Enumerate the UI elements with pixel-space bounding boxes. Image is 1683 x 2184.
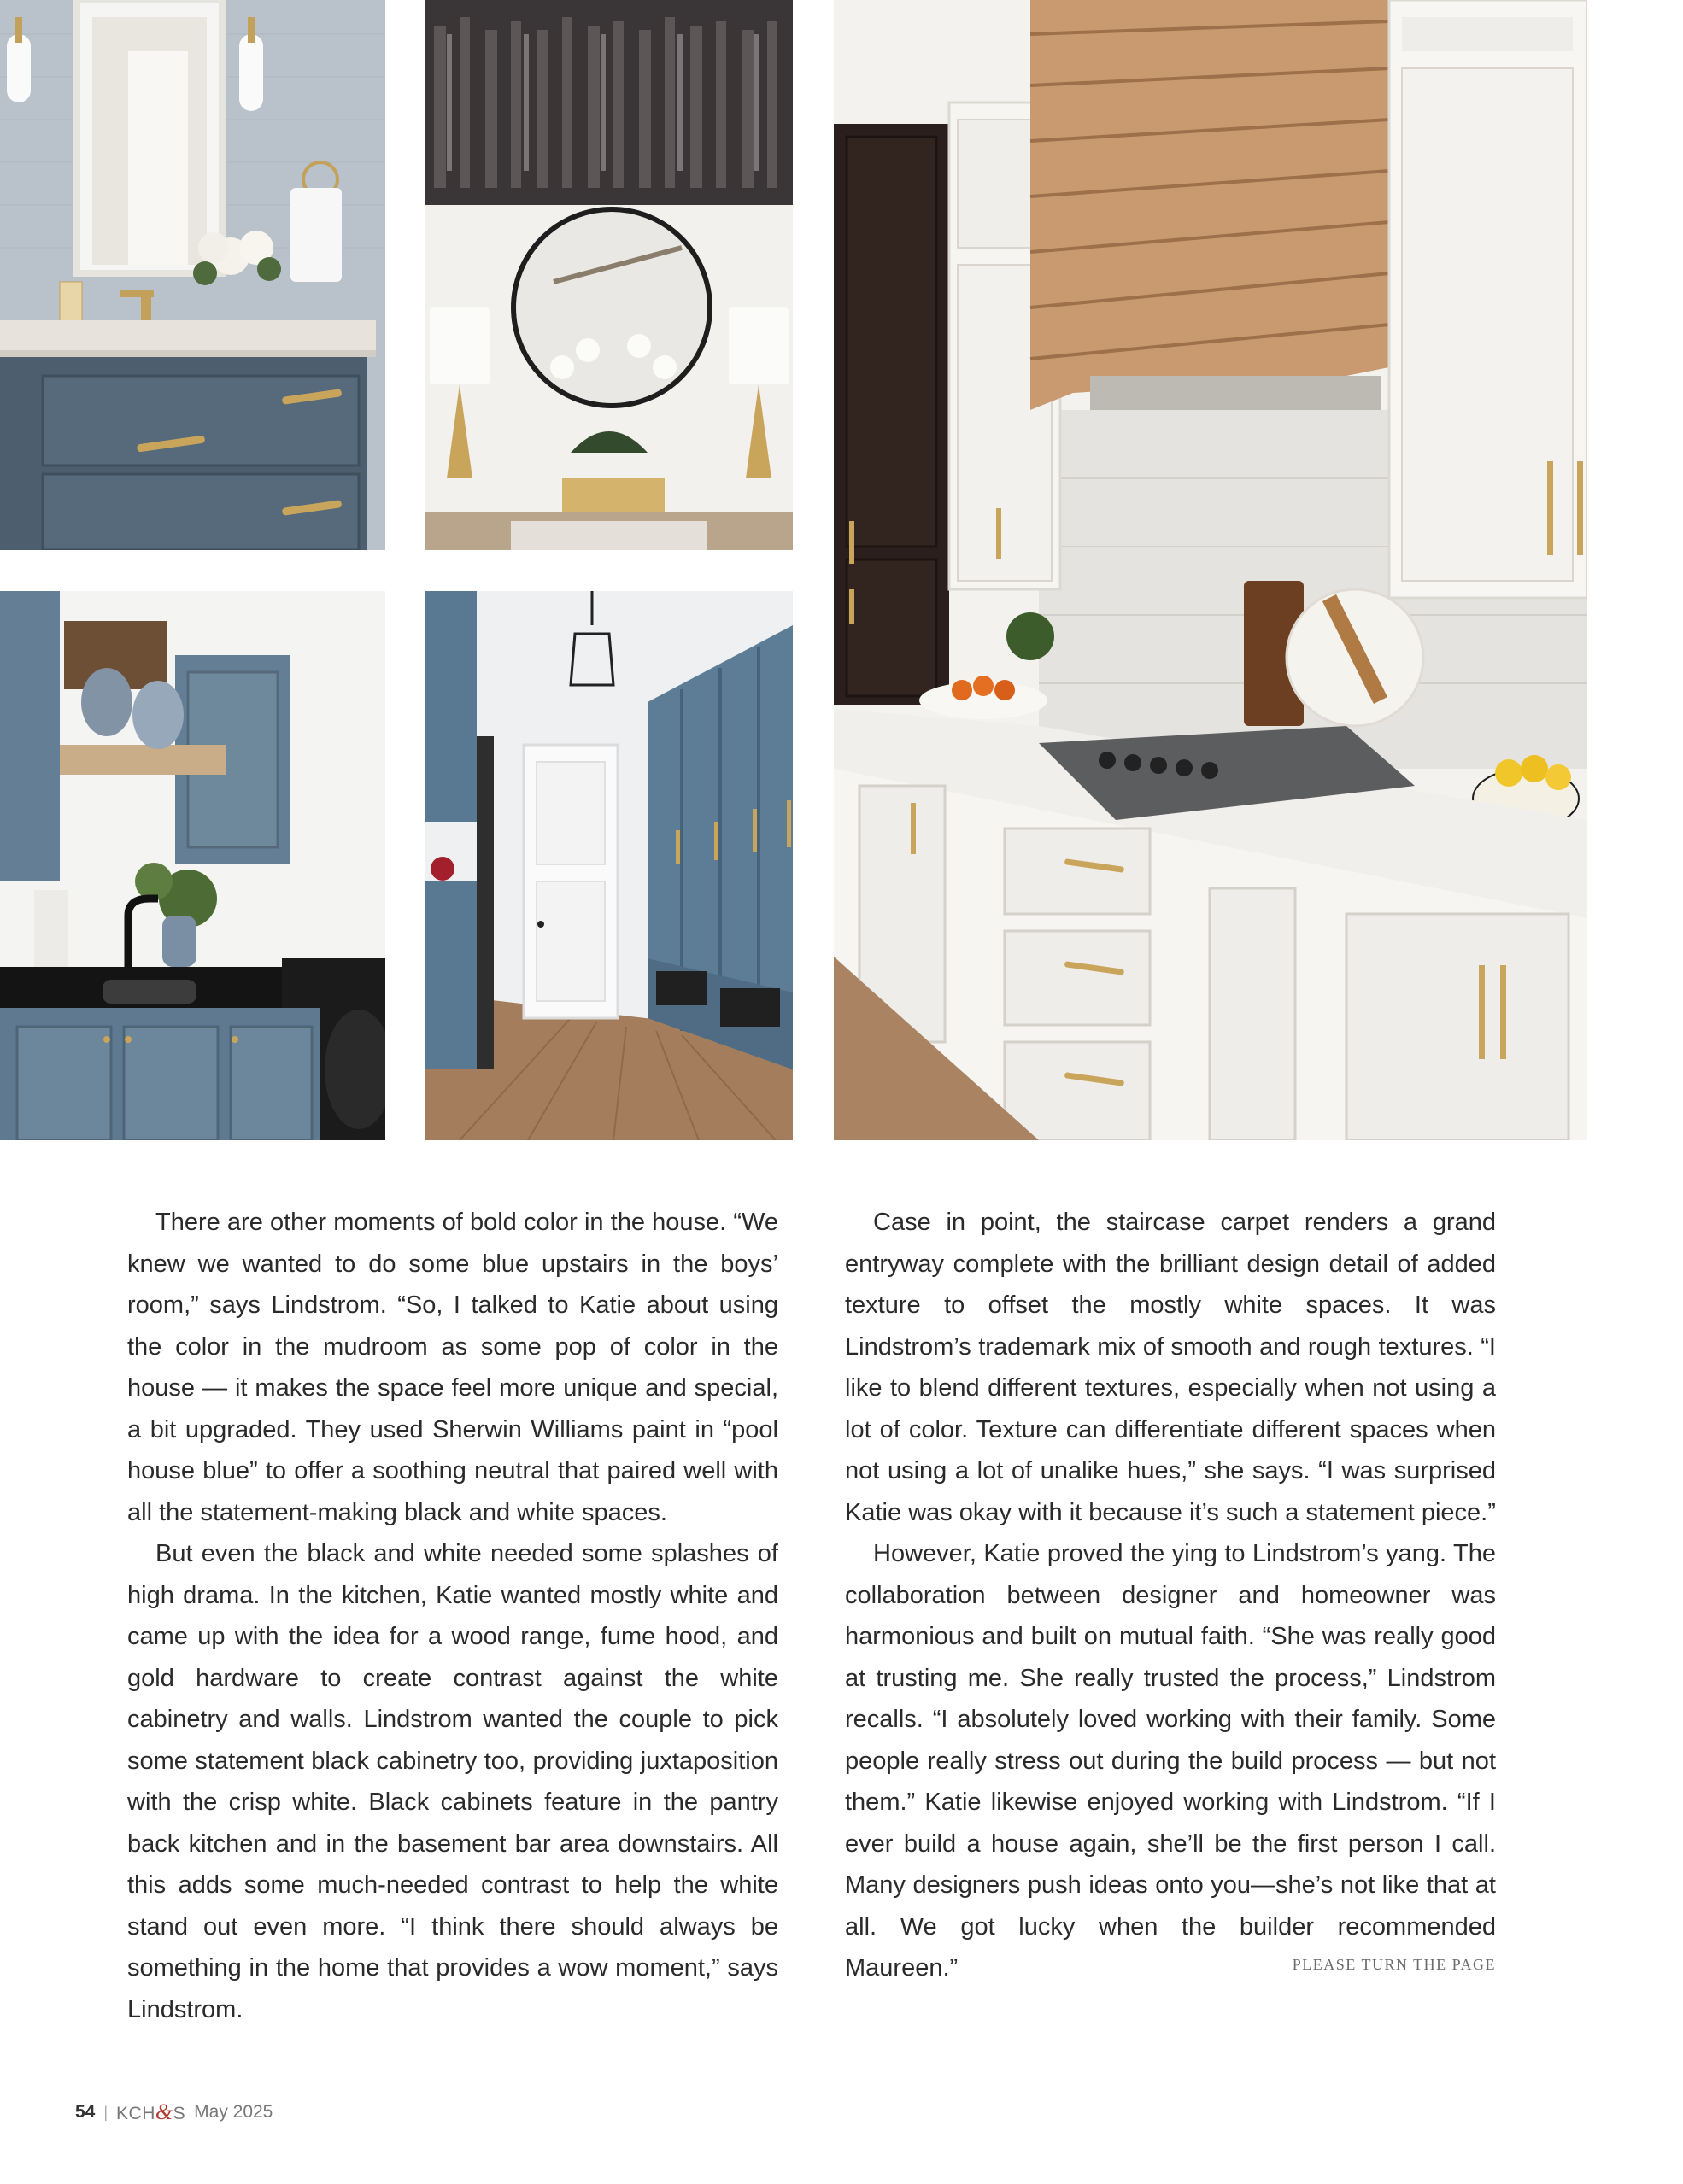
page-footer <box>75 2099 273 2125</box>
kitchen-range-hood-photo <box>834 0 1587 1140</box>
article-paragraph: There are other moments of bold color in the house. “We knew we wanted to do some blue upstairs in the boys’ room,” says Lindstrom. “So, I talked to Katie about using the color in the mudroom as some pop of color in the house — it makes the space feel more unique and special, a bit upgraded. They used Sherwin Williams paint in “pool house blue” to offer a soothing neutral that paired well with all the statement-making black and white spaces. <box>127 1209 778 1526</box>
article-column-right <box>845 1202 1496 1989</box>
laundry-room-photo <box>0 591 385 1140</box>
issue-date: May 2025 <box>194 2102 273 2122</box>
magazine-name-suffix: S <box>173 2104 186 2123</box>
article-paragraph: But even the black and white needed some splashes of high drama. In the kitchen, Katie wanted mostly white and came up with the idea for a wood range, fume hood, and gold hardware to create contrast against the white cabinetry and walls. Lindstrom wanted the couple to pick some statement black cabinetry too, providing juxtaposition with the crisp white. Black cabinets feature in the pantry back kitchen and in the basement bar area downstairs. All this adds some much-needed contrast to help the white stand out even more. “I think there should always be something in the home that provides a wow moment,” says Lindstrom. <box>127 1540 778 2023</box>
continue-prompt: PLEASE TURN THE PAGE <box>1292 1956 1496 1973</box>
article-paragraph: Case in point, the staircase carpet renders a grand entryway complete with the brilliant design detail of added texture to offset the mostly white spaces. It was Lindstrom’s trademark mix of smooth and rough textures. “I like to blend different textures, especially when not using a lot of color. Texture can differentiate different spaces when not using a lot of unalike hues,” she says. “I was surprised Katie was okay with it because it’s such a statement piece.” <box>845 1209 1496 1526</box>
magazine-name-accent: & <box>155 2099 173 2124</box>
magazine-name-prefix: KCH <box>116 2104 155 2123</box>
page-number: 54 <box>75 2102 96 2122</box>
article-paragraph: However, Katie proved the ying to Lindstrom’s yang. The collaboration between designer and homeowner was harmonious and built on mutual faith. “She was really good at trusting me. She really trusted the process,” Lindstrom recalls. “I absolutely loved working with their family. Some people really stress out during the build process — but not them.” Katie likewise enjoyed working with Lindstrom. “If I ever build a house again, she’ll be the first person I call. Many designers push ideas onto you—she’s not like that at all. We got lucky when the builder recommended Maureen.” <box>845 1540 1496 1982</box>
article-column-left <box>127 1202 778 2030</box>
dining-chandelier-photo <box>425 0 793 550</box>
magazine-name <box>116 2099 185 2125</box>
mudroom-photo <box>425 591 793 1140</box>
bathroom-vanity-photo <box>0 0 385 550</box>
footer-separator: | <box>103 2103 108 2121</box>
